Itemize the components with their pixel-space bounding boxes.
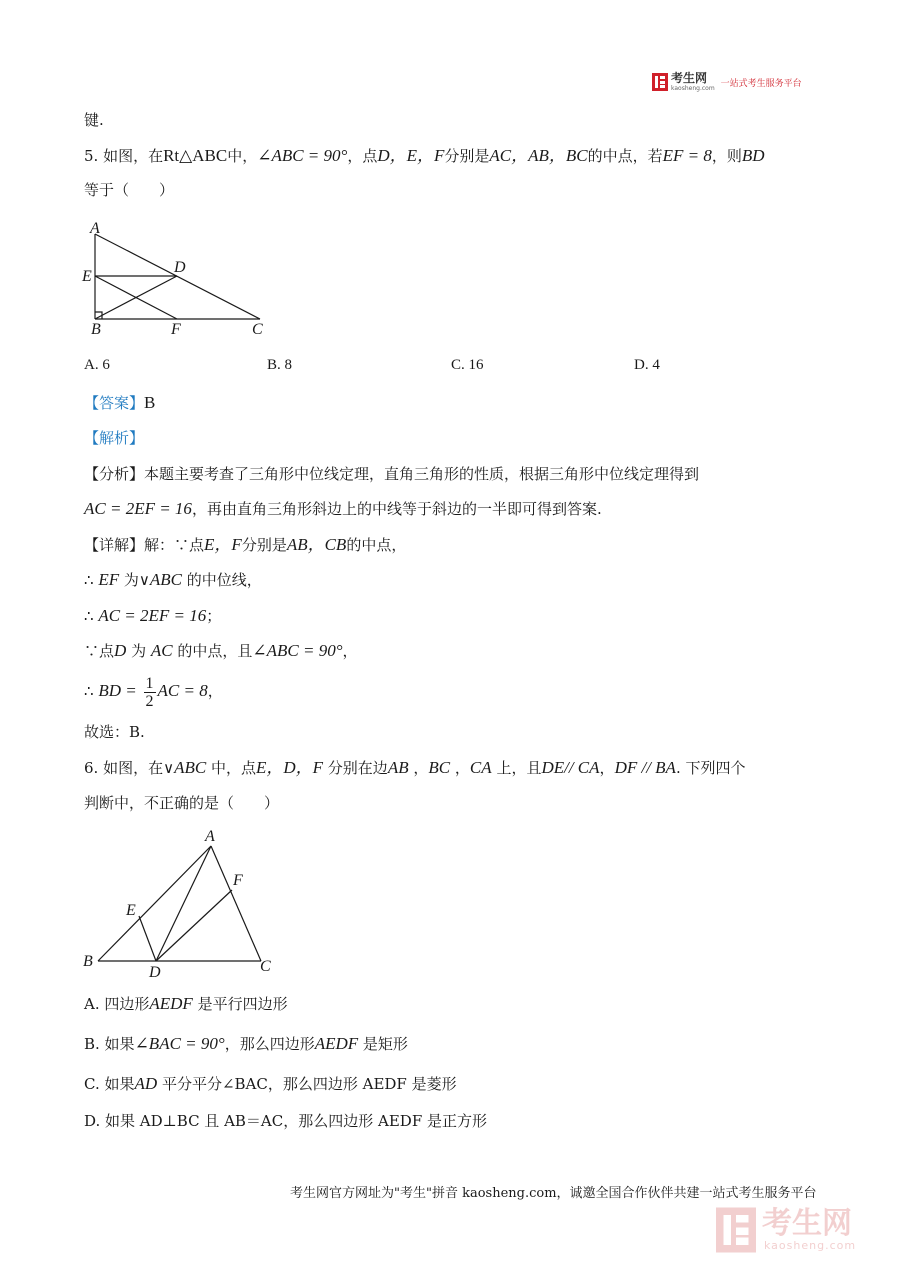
kaosheng-logo-icon [652, 73, 668, 91]
q6-stem-line2: 判断中，不正确的是（ ） [84, 794, 280, 812]
q6-option-c[interactable]: C. 如果AD 平分平分∠BAC，那么四边形 AEDF 是菱形 [84, 1074, 457, 1093]
q5-detail-line3: ∴ AC = 2EF = 16； [84, 606, 222, 625]
q6-segment-ab [98, 846, 211, 961]
prev-question-tail: 键. [84, 111, 104, 129]
q5-analysis-tag: 【解析】 [84, 429, 145, 447]
q5-label-d: D [174, 259, 186, 276]
q5-label-f: F [171, 321, 181, 338]
q5-label-e: E [82, 268, 92, 285]
q5-detail-line1: 【详解】解：∵点E，F分别是AB，CB的中点， [84, 535, 407, 554]
q6-label-f: F [233, 872, 243, 889]
q5-option-d[interactable]: D. 4 [634, 357, 660, 373]
q6-label-c: C [260, 958, 271, 975]
q5-option-c[interactable]: C. 16 [451, 357, 484, 373]
q5-label-a: A [90, 220, 100, 237]
watermark-name: 考生网 [762, 1205, 852, 1241]
q5-detail-line5: ∴ BD = $\frac{1}{2}$ AC = 8， [84, 674, 223, 710]
q6-segment-ac [211, 846, 261, 961]
q5-fenxi-line1: 【分析】本题主要考查了三角形中位线定理，直角三角形的性质，根据三角形中位线定理得到 [84, 465, 700, 483]
q5-option-b[interactable]: B. 8 [267, 357, 293, 373]
q5-answer: 【答案】B [84, 393, 156, 412]
watermark-url: kaosheng.com [764, 1238, 857, 1252]
q5-label-b: B [91, 321, 101, 338]
q5-label-c: C [252, 321, 263, 338]
logo-url: kaosheng.com [671, 85, 715, 92]
q5-detail-line4: ∵点D 为 AC 的中点，且∠ABC = 90°， [84, 641, 358, 660]
q5-detail-line2: ∴ EF 为∨ABC 的中位线， [84, 570, 262, 589]
q5-fenxi-line2: AC = 2EF = 16，再由直角三角形斜边上的中线等于斜边的一半即可得到答案. [84, 499, 602, 518]
logo-name: 考生网 [671, 71, 708, 85]
q6-option-a[interactable]: A. 四边形AEDF 是平行四边形 [84, 994, 288, 1013]
q5-stem-line2: 等于（ ） [84, 181, 175, 199]
header-logo [652, 72, 802, 92]
q5-stem-line1: 5. 如图，在Rt△ABC中，∠ABC = 90°，点D，E，F分别是AC，AB，BC的中点，若EF = 8，则BD [84, 146, 765, 165]
q5-conclusion: 故选：B. [84, 723, 145, 741]
watermark-logo-icon [716, 1207, 756, 1253]
q6-option-b[interactable]: B. 如果∠BAC = 90°，那么四边形AEDF 是矩形 [84, 1034, 408, 1053]
q6-stem-line1: 6. 如图，在∨ABC 中，点E，D，F 分别在边AB ，BC ，CA 上，且DE// CA，DF // BA. 下列四个 [84, 758, 746, 777]
q6-segment-ad [156, 846, 211, 961]
header-slogan: 一站式考生服务平台 [720, 78, 802, 89]
q6-option-d[interactable]: D. 如果 AD⊥BC 且 AB＝AC，那么四边形 AEDF 是正方形 [84, 1112, 487, 1130]
q6-segment-df [156, 890, 232, 961]
q5-option-a[interactable]: A. 6 [84, 357, 110, 373]
q5-figure [78, 218, 278, 338]
fraction-one-half: $\frac{1}{2}$ [145, 674, 154, 710]
q6-label-b: B [83, 953, 93, 970]
footer-text: 考生网官方网址为"考生"拼音 kaosheng.com，诚邀全国合作伙伴共建一站式考生服务平台 [290, 1186, 817, 1201]
q6-figure [78, 822, 288, 982]
q6-label-e: E [126, 902, 136, 919]
q6-label-a: A [205, 828, 215, 845]
q6-label-d: D [149, 964, 161, 981]
q6-segment-de [139, 916, 156, 961]
watermark [716, 1207, 856, 1253]
